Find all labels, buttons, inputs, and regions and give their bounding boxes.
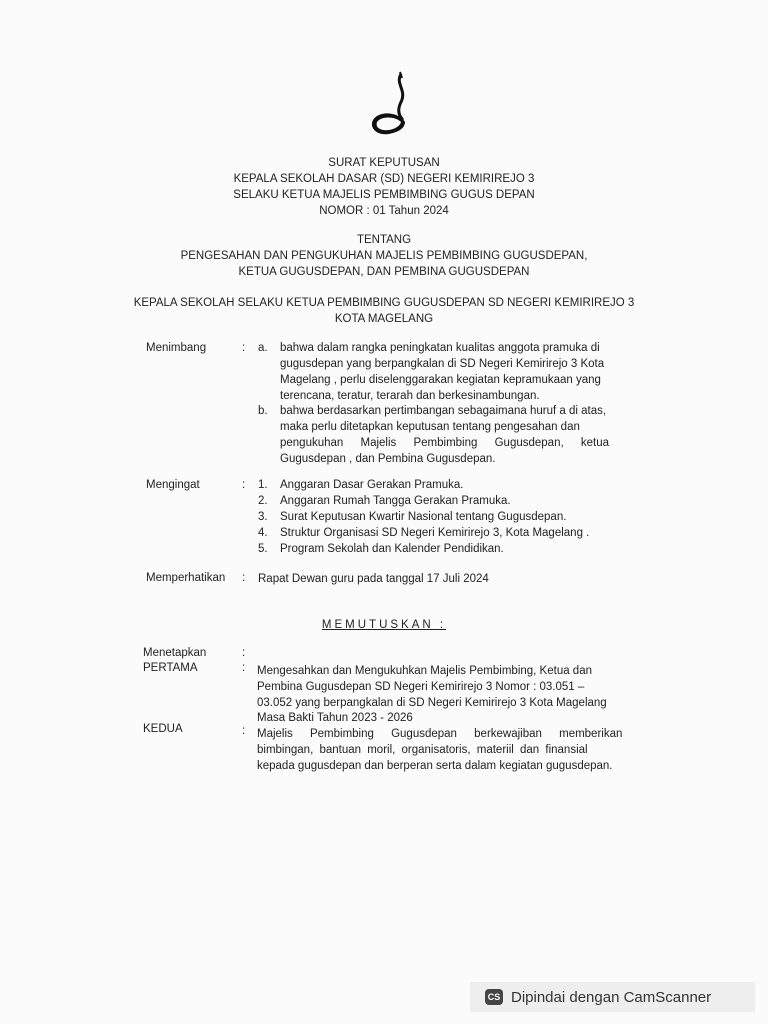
menimbang-b-line-1: bahwa berdasarkan pertimbangan sebagaimana huruf a di atas, bbox=[280, 405, 607, 417]
mengingat-marker-4: 4. bbox=[258, 527, 268, 539]
mengingat-marker-1: 1. bbox=[258, 479, 268, 491]
camscanner-text: Dipindai dengan CamScanner bbox=[511, 988, 712, 1006]
pertama-line-1: Mengesahkan dan Mengukuhkan Majelis Pembimbing, Ketua dan bbox=[257, 665, 592, 677]
menimbang-label: Menimbang bbox=[146, 342, 207, 354]
header-line-1: SURAT KEPUTUSAN bbox=[328, 157, 440, 169]
tentang-line-2: KETUA GUGUSDEPAN, DAN PEMBINA GUGUSDEPAN bbox=[238, 266, 530, 278]
menimbang-a-line-2: gugusdepan yang berpangkalan di SD Negeri Kemirirejo 3 Kota bbox=[280, 358, 605, 370]
mengingat-item-4: Struktur Organisasi SD Negeri Kemirirejo 3, Kota Magelang . bbox=[280, 527, 590, 539]
kedua-label: KEDUA bbox=[143, 723, 183, 735]
header-line-3: SELAKU KETUA MAJELIS PEMBIMBING GUGUS DEPAN bbox=[233, 189, 535, 201]
menimbang-a-line-1: bahwa dalam rangka peningkatan kualitas anggota pramuka di bbox=[280, 342, 600, 354]
menimbang-marker-b: b. bbox=[258, 405, 268, 417]
mengingat-item-3: Surat Keputusan Kwartir Nasional tentang Gugusdepan. bbox=[280, 511, 567, 523]
mengingat-marker-5: 5. bbox=[258, 543, 268, 555]
header-line-2: KEPALA SEKOLAH DASAR (SD) NEGERI KEMIRIREJO 3 bbox=[233, 173, 535, 185]
pertama-label: PERTAMA bbox=[143, 662, 198, 674]
camscanner-logo-icon: CS bbox=[485, 989, 503, 1005]
tentang-label: TENTANG bbox=[356, 234, 412, 246]
kedua-line-2: bimbingan, bantuan moril, organisatoris, materiil dan finansial bbox=[257, 744, 588, 756]
pertama-line-2: Pembina Gugusdepan SD Negeri Kemirirejo 3 Nomor : 03.051 – bbox=[257, 681, 585, 693]
mengingat-marker-3: 3. bbox=[258, 511, 268, 523]
header-line-4: NOMOR : 01 Tahun 2024 bbox=[319, 205, 449, 217]
mengingat-item-5: Program Sekolah dan Kalender Pendidikan. bbox=[280, 543, 504, 555]
mengingat-colon: : bbox=[242, 479, 246, 491]
memperhatikan-colon: : bbox=[242, 572, 246, 584]
memperhatikan-label: Memperhatikan bbox=[146, 572, 226, 584]
menimbang-b-line-2: maka perlu ditetapkan keputusan tentang pengesahan dan bbox=[280, 421, 580, 433]
kedua-line-3: kepada gugusdepan dan berperan serta dalam kegiatan gugusdepan. bbox=[257, 760, 613, 772]
mengingat-label: Mengingat bbox=[146, 479, 200, 491]
menimbang-marker-a: a. bbox=[258, 342, 268, 354]
menimbang-b-line-4: Gugusdepan , dan Pembina Gugusdepan. bbox=[280, 453, 496, 465]
issuer-line-1: KEPALA SEKOLAH SELAKU KETUA PEMBIMBING GUGUSDEPAN SD NEGERI KEMIRIREJO 3 bbox=[133, 297, 635, 309]
camscanner-watermark bbox=[470, 982, 755, 1012]
pertama-colon: : bbox=[242, 662, 246, 674]
tunas-kelapa-logo bbox=[365, 68, 413, 140]
mengingat-item-2: Anggaran Rumah Tangga Gerakan Pramuka. bbox=[280, 495, 511, 507]
menetapkan-label: Menetapkan bbox=[143, 647, 207, 659]
menimbang-colon: : bbox=[242, 342, 246, 354]
mengingat-marker-2: 2. bbox=[258, 495, 268, 507]
pertama-line-4: Masa Bakti Tahun 2023 - 2026 bbox=[257, 712, 413, 724]
memutuskan-heading: MEMUTUSKAN : bbox=[321, 619, 447, 631]
kedua-line-1: Majelis Pembimbing Gugusdepan berkewajiban memberikan bbox=[257, 728, 623, 740]
tentang-line-1: PENGESAHAN DAN PENGUKUHAN MAJELIS PEMBIMBING GUGUSDEPAN, bbox=[180, 250, 588, 262]
kedua-colon: : bbox=[242, 725, 246, 737]
pertama-line-3: 03.052 yang berpangkalan di SD Negeri Kemirirejo 3 Kota Magelang bbox=[257, 697, 607, 709]
menimbang-a-line-4: terencana, teratur, terarah dan berkesinambungan. bbox=[280, 390, 540, 402]
menetapkan-colon: : bbox=[242, 647, 246, 659]
memperhatikan-text: Rapat Dewan guru pada tanggal 17 Juli 2024 bbox=[258, 573, 489, 585]
mengingat-item-1: Anggaran Dasar Gerakan Pramuka. bbox=[280, 479, 464, 491]
issuer-line-2: KOTA MAGELANG bbox=[334, 313, 434, 325]
menimbang-b-line-3: pengukuhan Majelis Pembimbing Gugusdepan, ketua bbox=[280, 437, 609, 449]
menimbang-a-line-3: Magelang , perlu diselenggarakan kegiatan kepramukaan yang bbox=[280, 374, 601, 386]
